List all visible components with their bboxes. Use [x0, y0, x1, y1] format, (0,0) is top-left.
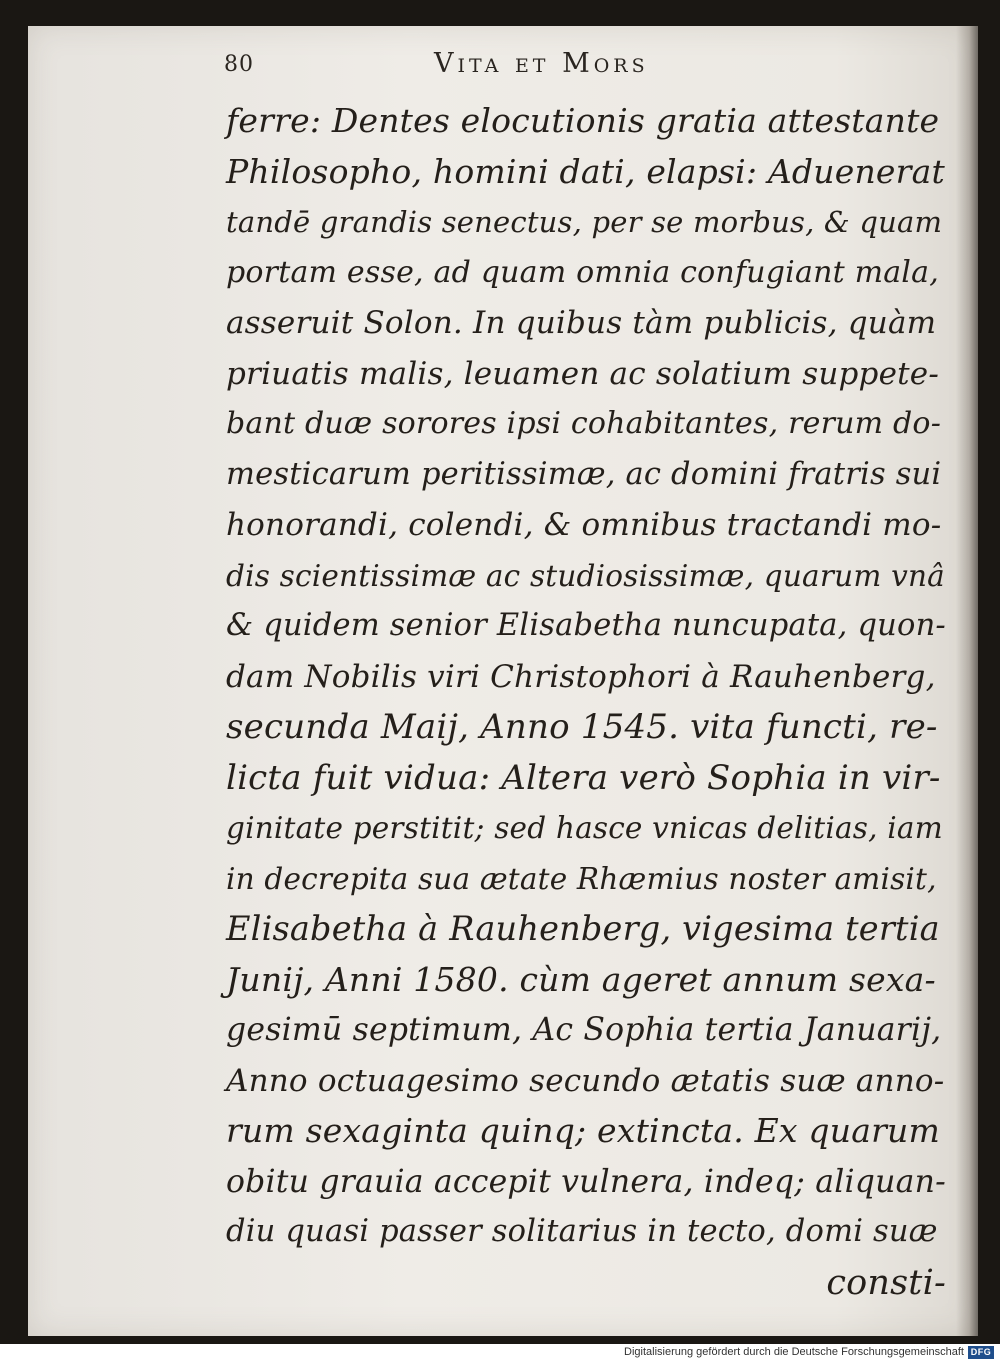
text-line: obitu grauia accepit vulnera, indeq; aliquan- [226, 1163, 946, 1200]
text-line: asseruit Solon. In quibus tàm publicis, quàm [226, 305, 937, 341]
text-line: dis scientissimæ ac studiosissimæ, quarum vnâ [226, 558, 945, 593]
text-line: rum sexaginta quinq; extincta. Ex quarum [226, 1111, 941, 1150]
text-line: in decrepita sua ætate Rhæmius noster amisit, [226, 861, 937, 896]
text-line: ginitate perstitit; sed hasce vnicas delitias, iam [226, 811, 943, 845]
text-line: diu quasi passer solitarius in tecto, domi suæ [226, 1214, 938, 1249]
page-gutter-shadow [956, 26, 978, 1336]
body-text [226, 96, 946, 1308]
text-line: & quidem senior Elisabetha nuncupata, quon- [226, 608, 946, 643]
text-line: Philosopho, homini dati, elapsi: Aduenerat [226, 151, 945, 191]
dfg-logo: DFG [968, 1346, 994, 1359]
text-line: Elisabetha à Rauhenberg, vigesima tertia [226, 909, 940, 948]
catchword: consti- [826, 1262, 946, 1303]
text-line: dam Nobilis viri Christophori à Rauhenberg, [226, 658, 936, 695]
text-line: portam esse, ad quam omnia confugiant mala, [226, 254, 939, 290]
text-line: Anno octuagesimo secundo ætatis suæ anno- [226, 1062, 945, 1099]
text-line: ferre: Dentes elocutionis gratia attestante [226, 101, 940, 140]
text-line: tandē grandis senectus, per se morbus, & quam [226, 205, 943, 239]
running-title: Vita et Mors [434, 48, 649, 79]
book-page [28, 26, 978, 1336]
text-line: mesticarum peritissimæ, ac domini fratris sui [226, 456, 942, 492]
text-line: bant duæ sorores ipsi cohabitantes, rerum do- [226, 406, 942, 441]
text-line: Junij, Anni 1580. cùm ageret annum sexa- [226, 959, 936, 999]
page-header [224, 48, 924, 88]
funding-credit: Digitalisierung gefördert durch die Deutsche Forschungsgemeinschaft [624, 1346, 964, 1358]
text-line: gesimū septimum, Ac Sophia tertia Januarij, [226, 1012, 942, 1048]
text-line: honorandi, colendi, & omnibus tractandi mo- [226, 507, 942, 543]
text-line: secunda Maij, Anno 1545. vita functi, re- [226, 707, 938, 747]
digitization-footer [0, 1344, 1000, 1362]
text-line: priuatis malis, leuamen ac solatium suppete- [226, 355, 939, 392]
page-number: 80 [224, 52, 254, 77]
text-line: licta fuit vidua: Altera verò Sophia in vir- [226, 757, 941, 798]
